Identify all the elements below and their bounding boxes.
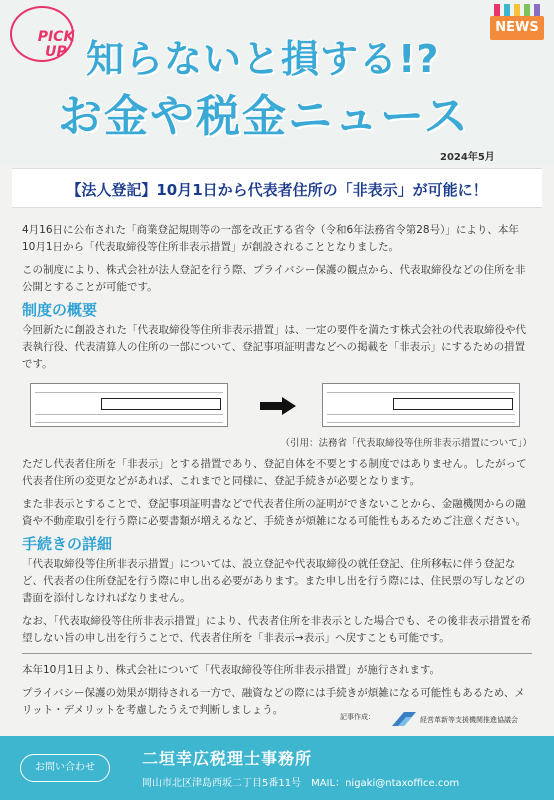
article-headline: 【法人登記】10月1日から代表者住所の「非表示」が可能に！ [66, 181, 488, 199]
section-paragraph: なお、「代表取締役等住所非表示措置」により、代表者住所を非表示とした場合でも、その後非表示措置を希望しない旨の申し出を行うことで、代表者住所を「非表示→表示」へ戻すことも可能です。 [22, 615, 532, 644]
arrow-right-icon [260, 397, 296, 415]
author-label: 記事作成： [340, 713, 375, 721]
footer [0, 736, 554, 800]
section-paragraph: また非表示とすることで、登記事項証明書などで代表者住所の証明ができないことから、金融機関からの融資や不動産取引を行う際に必要書類が増えるなど、手続きが煩雑になる可能性もあるためご注意ください。 [22, 498, 526, 527]
divider [22, 653, 532, 654]
registry-comparison-figure [22, 379, 532, 433]
author-credit [340, 712, 540, 728]
section-paragraph: 今回新たに創設された「代表取締役等住所非表示措置」は、一定の要件を満たす株式会社の代表取締役や代表執行役、代表清算人の住所の一部について、登記事項証明書などへの掲載を「非表示」にするための措置です。 [22, 324, 526, 370]
intro-paragraph: 4月16日に公布された「商業登記規則等の一部を改正する省令（令和6年法務省令第28号）」により、本年10月1日から「代表取締役等住所非表示措置」が創設されることとなりました。 [22, 224, 519, 253]
news-label: NEWS [490, 16, 544, 40]
registry-before-image [30, 383, 228, 427]
issue-date: 2024年5月 [440, 152, 495, 163]
page-title-line2: お金や税金ニュース [58, 91, 470, 142]
contact-button[interactable]: お問い合わせ [20, 754, 110, 782]
address-highlight [393, 398, 513, 410]
summary-paragraph: プライバシー保護の効果が期待される一方で、融資などの際には手続きが煩雑になる可能性もあるため、メリット・デメリットを考慮したうえで判断しましょう。 [22, 687, 525, 716]
intro-paragraph: この制度により、株式会社が法人登記を行う際、プライバシー保護の観点から、代表取締役などの住所を非公開とすることが可能です。 [22, 264, 526, 293]
headline-banner [12, 168, 542, 208]
author-organization: 経営革新等支援機関推進協議会 [420, 716, 518, 724]
section-title: 制度の概要 [22, 301, 98, 319]
pickup-label: PICK UP [37, 29, 75, 60]
page-title-line1: 知らないと損する!? [86, 37, 440, 81]
header [0, 0, 554, 165]
address-highlight [101, 398, 221, 410]
section-paragraph: 「代表取締役等住所非表示措置」については、設立登記や代表取締役の就任登記、住所移転に伴う登記など、代表者の住所登記を行う際に申し出る必要があります。また申し出を行う際には、住民票の写しなどの書面を添付しなければなりません。 [22, 558, 526, 604]
figure-citation: （引用：法務省「代表取締役等住所非表示措置について」） [280, 438, 532, 449]
organization-logo-icon [392, 712, 416, 726]
summary-paragraph: 本年10月1日より、株式会社について「代表取締役等住所非表示措置」が施行されます。 [22, 664, 440, 676]
office-address: 岡山市北区津島西坂二丁目5番11号 MAIL：nigaki@ntaxoffice.com [142, 778, 460, 789]
article-body [22, 222, 532, 725]
section-paragraph: ただし代表者住所を「非表示」とする措置であり、登記自体を不要とする制度ではありません。したがって代表者住所の変更などがあれば、これまでと同様に、登記手続きが必要となります。 [22, 458, 527, 487]
section-title: 手続きの詳細 [22, 535, 113, 553]
registry-after-image [322, 383, 520, 427]
office-name: 二垣幸広税理士事務所 [142, 749, 313, 768]
